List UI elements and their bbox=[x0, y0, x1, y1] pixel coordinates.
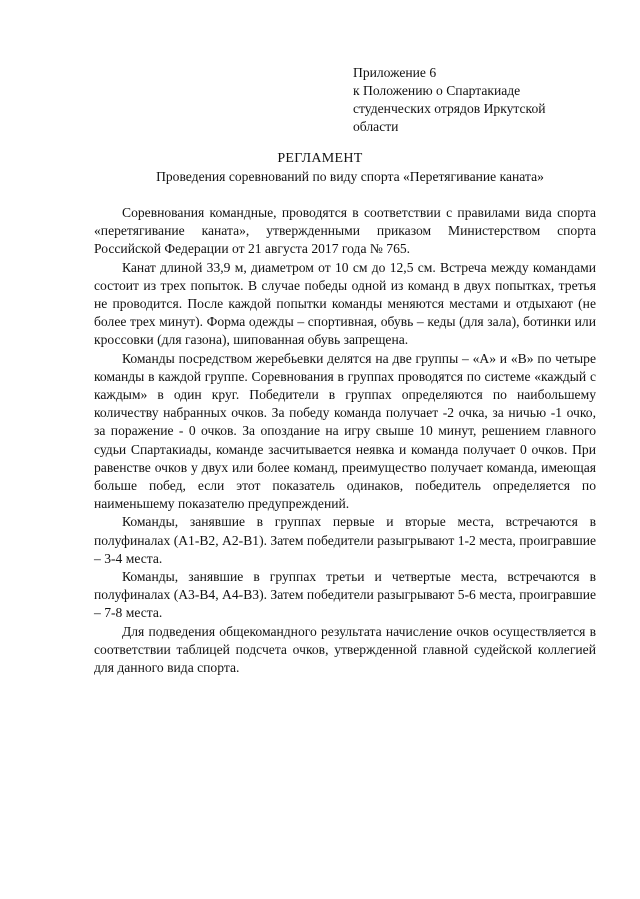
document-title: РЕГЛАМЕНТ bbox=[277, 151, 363, 166]
document-subtitle: Проведения соревнований по виду спорта «Перетягивание каната» bbox=[156, 169, 544, 184]
appendix-line-3: студенческих отрядов Иркутской bbox=[353, 101, 546, 116]
document-body bbox=[94, 204, 596, 677]
paragraph-team-scoring: Для подведения общекомандного результата начисление очков осуществляется в соответствии таблицей подсчета очков, утвержденной главной судейской коллегией для данного вида спорта. bbox=[94, 623, 596, 676]
paragraph-semifinals-1-4: Команды, занявшие в группах первые и вторые места, встречаются в полуфиналах (А1-В2, А2-В1). Затем победители разыгрывают 1-2 места, проигравшие – 3-4 места. bbox=[94, 514, 596, 566]
paragraph-rope-rules: Канат длиной 33,9 м, диаметром от 10 см до 12,5 см. Встреча между командами состоит из трех попыток. В случае победы одной из команд в двух попытках, третья не проводится. После каждой попытки команды меняются местами и отдыхают (не более трех минут). Форма одежды – спортивная, обувь – кеды (для зала), ботинки или кроссовки (для газона), шипованная обувь запрещена. bbox=[94, 259, 596, 348]
appendix-line-2: к Положению о Спартакиаде bbox=[353, 83, 521, 98]
paragraph-general: Соревнования командные, проводятся в соответствии с правилами вида спорта «перетягивание каната», утвержденными приказом Министерством спорта Российской Федерации от 21 августа 2017 года № 765. bbox=[94, 205, 596, 257]
appendix-line-4: области bbox=[353, 119, 399, 134]
appendix-line-1: Приложение 6 bbox=[353, 65, 437, 80]
appendix-header bbox=[353, 64, 593, 136]
paragraph-groups: Команды посредством жеребьевки делятся на две группы – «А» и «В» по четыре команды в каждой группе. Соревнования в группах проводятся по системе «каждый с каждым» в один круг. Победители в группах определяются по наибольшему количеству набранных очков. За победу команда получает -2 очка, за ничью -1 очко, за поражение - 0 очков. За опоздание на игру свыше 10 минут, решением главного судьи Спартакиады, команде засчитывается неявка и команда получает 0 очков. При равенстве очков у двух или более команд, преимущество получает команда, имеющая больше побед, если этот показатель одинаков, победитель определяется по наименьшему показателю предупреждений. bbox=[94, 350, 596, 512]
paragraph-semifinals-5-8: Команды, занявшие в группах третьи и четвертые места, встречаются в полуфиналах (А3-В4, А4-В3). Затем победители разыгрывают 5-6 места, проигравшие – 7-8 места. bbox=[94, 569, 596, 621]
